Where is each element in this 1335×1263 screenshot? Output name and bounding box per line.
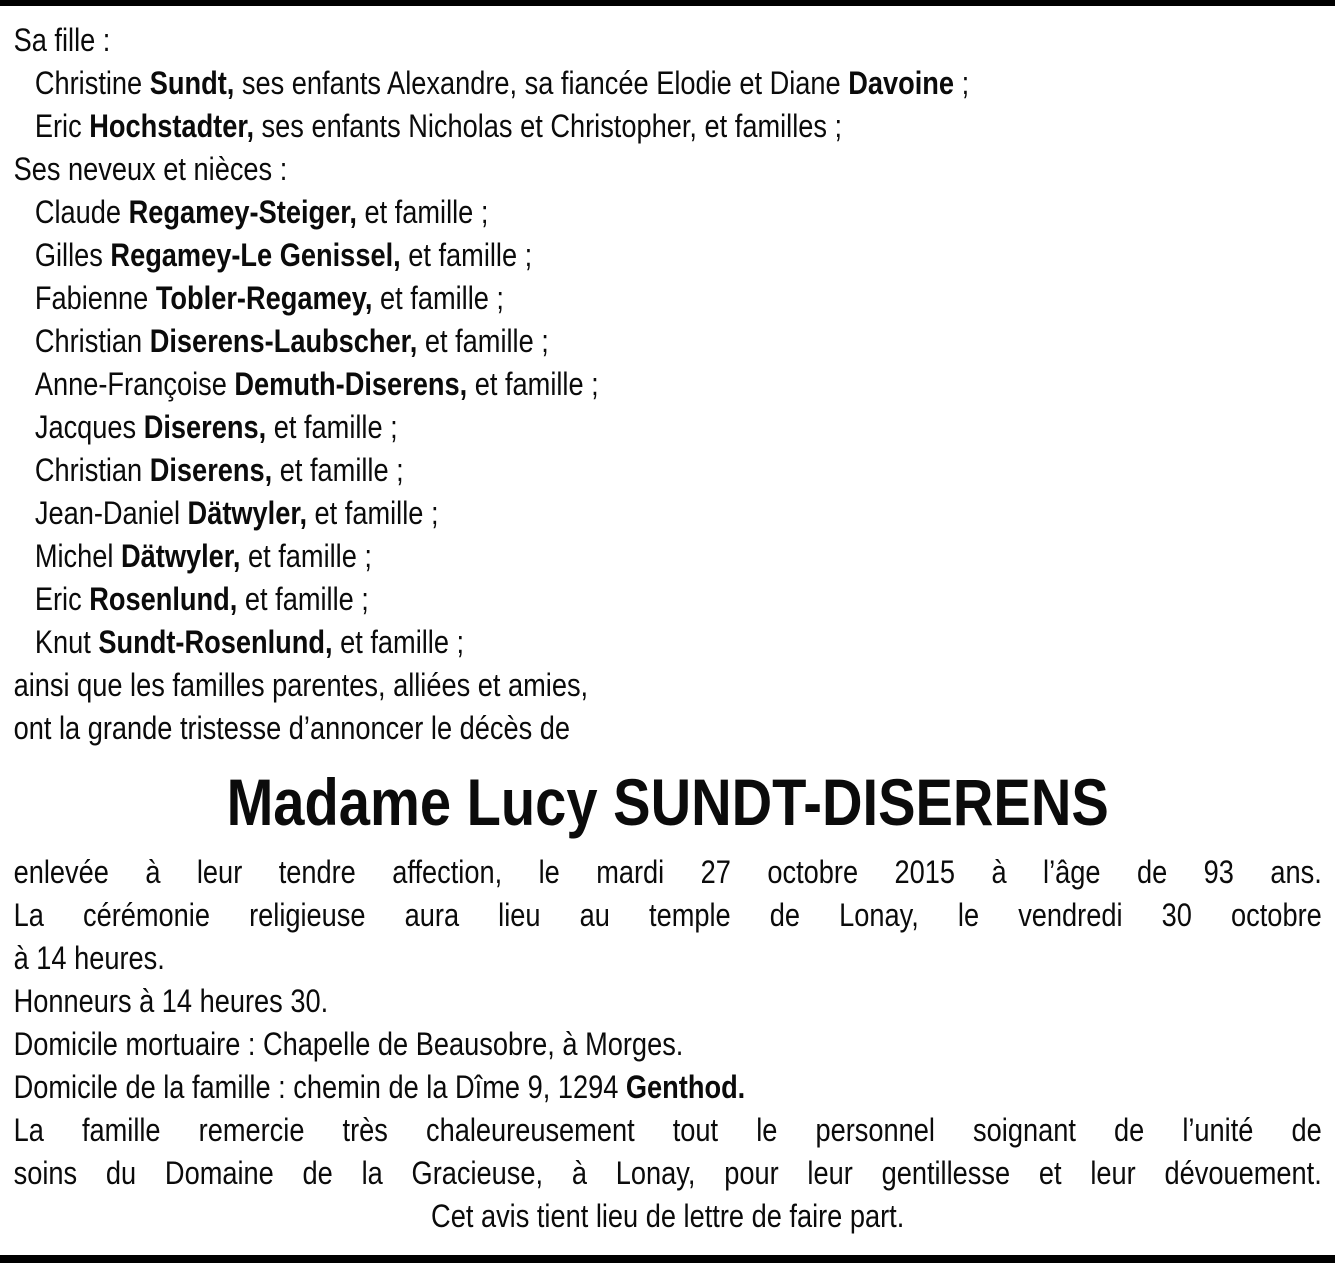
text-segment: et famille ; <box>332 624 465 660</box>
text-segment: Anne-Françoise <box>34 366 235 402</box>
text-segment: ; <box>954 65 970 101</box>
text-line <box>14 1023 1322 1066</box>
text-segment: ses enfants Alexandre, sa fiancée Elodie et Diane <box>234 65 849 101</box>
family-name-bold: Sundt, <box>149 65 235 101</box>
text-segment: et famille ; <box>467 366 599 402</box>
text-segment: et famille ; <box>372 280 504 316</box>
text-segment: Christian <box>34 452 150 488</box>
family-name-bold: Demuth-Diserens, <box>234 366 468 402</box>
text-segment: Michel <box>34 538 122 574</box>
family-list <box>14 19 1322 750</box>
text-segment: et famille ; <box>266 409 398 445</box>
text-segment: Domicile de la famille : chemin de la Dîme 9, 1294 <box>13 1069 626 1105</box>
text-line <box>14 980 1322 1023</box>
text-segment: soins du Domaine de la Gracieuse, à Lonay, pour leur gentillesse et leur dévouement. <box>13 1155 1322 1191</box>
text-line <box>14 707 1322 750</box>
details-section <box>14 851 1322 1238</box>
family-name-bold: Regamey-Steiger, <box>128 194 357 230</box>
text-segment: Claude <box>34 194 129 230</box>
text-line <box>14 937 1322 980</box>
text-line <box>14 19 1322 62</box>
family-name-bold: Tobler-Regamey, <box>155 280 373 316</box>
text-line <box>14 234 1322 277</box>
text-line <box>14 148 1322 191</box>
family-name-bold: Genthod. <box>625 1069 746 1105</box>
text-line <box>14 1066 1322 1109</box>
bottom-border-bar <box>0 1255 1335 1263</box>
family-name-bold: Hochstadter, <box>89 108 255 144</box>
family-name-bold: Diserens-Laubscher, <box>149 323 418 359</box>
text-segment: à 14 heures. <box>13 940 165 976</box>
text-segment: et famille ; <box>356 194 489 230</box>
text-line <box>14 664 1322 707</box>
text-segment: Domicile mortuaire : Chapelle de Beausobre, à Morges. <box>13 1026 684 1062</box>
text-segment: Eric <box>34 581 90 617</box>
text-segment: et famille ; <box>400 237 533 273</box>
text-segment: La cérémonie religieuse aura lieu au temple de Lonay, le vendredi 30 octobre <box>13 897 1322 933</box>
text-line <box>14 851 1322 894</box>
text-segment: Honneurs à 14 heures 30. <box>13 983 329 1019</box>
text-line <box>14 449 1322 492</box>
text-segment: Jean-Daniel <box>34 495 188 531</box>
text-segment: Christine <box>34 65 150 101</box>
text-segment: et famille ; <box>306 495 439 531</box>
text-segment: Knut <box>34 624 99 660</box>
closing-line <box>14 1195 1322 1238</box>
text-segment: ont la grande tristesse d’annoncer le décès de <box>13 710 571 746</box>
text-line <box>14 1152 1322 1195</box>
text-segment: et famille ; <box>240 538 372 574</box>
text-segment: Gilles <box>34 237 111 273</box>
family-name-bold: Rosenlund, <box>89 581 238 617</box>
announcement-content <box>0 6 1335 1238</box>
text-segment: Sa fille : <box>13 22 111 58</box>
text-line <box>14 894 1322 937</box>
family-name-bold: Sundt-Rosenlund, <box>98 624 333 660</box>
text-segment: ainsi que les familles parentes, alliées et amies, <box>13 667 589 703</box>
text-line <box>14 62 1322 105</box>
text-segment: Christian <box>34 323 150 359</box>
text-line <box>14 578 1322 621</box>
family-name-bold: Diserens, <box>149 452 273 488</box>
text-segment: et famille ; <box>417 323 549 359</box>
text-segment: Cet avis tient lieu de lettre de faire part. <box>431 1198 905 1234</box>
text-line <box>14 406 1322 449</box>
text-line <box>14 191 1322 234</box>
text-segment: Fabienne <box>34 280 156 316</box>
deceased-name-title: Madame Lucy SUNDT-DISERENS <box>226 765 1109 839</box>
family-name-bold: Regamey-Le Genissel, <box>110 237 401 273</box>
family-name-bold: Dätwyler, <box>121 538 241 574</box>
text-line <box>14 1109 1322 1152</box>
text-segment: Eric <box>34 108 90 144</box>
text-line <box>14 621 1322 664</box>
text-line <box>14 277 1322 320</box>
text-segment: et famille ; <box>272 452 404 488</box>
text-line <box>14 320 1322 363</box>
text-segment: et famille ; <box>237 581 369 617</box>
text-segment: Jacques <box>34 409 144 445</box>
text-line <box>14 492 1322 535</box>
family-name-bold: Diserens, <box>143 409 267 445</box>
family-name-bold: Davoine <box>848 65 955 101</box>
text-line <box>14 363 1322 406</box>
family-name-bold: Dätwyler, <box>187 495 307 531</box>
text-segment: La famille remercie très chaleureusement tout le personnel soignant de l’unité de <box>13 1112 1322 1148</box>
text-segment: enlevée à leur tendre affection, le mardi 27 octobre 2015 à l’âge de 93 ans. <box>13 854 1322 890</box>
text-segment: Ses neveux et nièces : <box>13 151 288 187</box>
text-line <box>14 105 1322 148</box>
text-line <box>14 535 1322 578</box>
text-segment: ses enfants Nicholas et Christopher, et familles ; <box>254 108 843 144</box>
